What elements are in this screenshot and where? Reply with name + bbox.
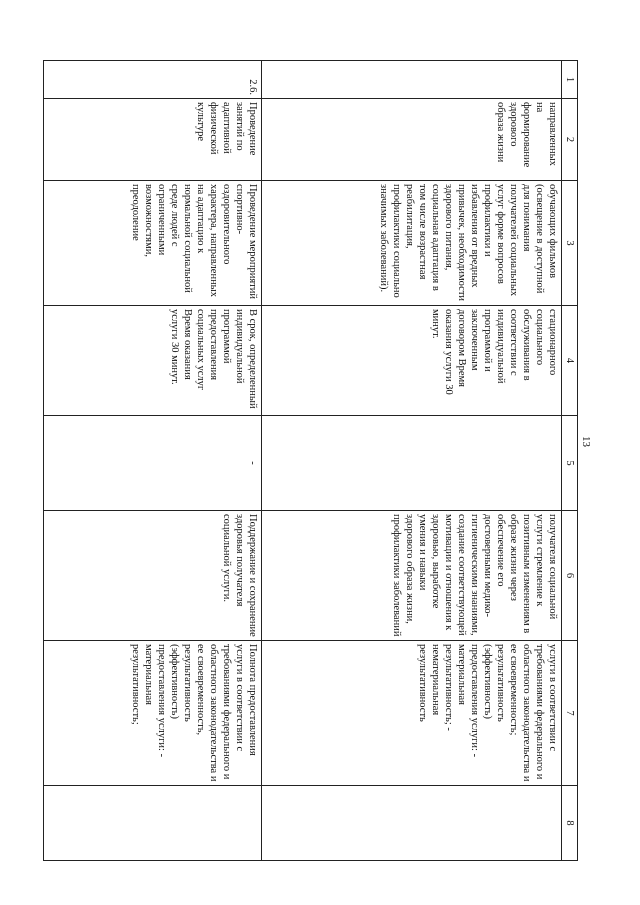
service-cost-cell: - [44,416,262,511]
column-header: 4 [562,306,578,416]
row-number-cell: 2.6. [44,61,262,99]
service-other-cell [262,786,562,861]
service-term-cell: В срок, определенный индивидуальной программой предоставления социальных услуг Время оказания услуги 30 минут. [44,306,262,416]
service-condition-cell: Полнота предоставления услуги в соответствии с требованиями федерального и областного законодательства и ее своевременность, результативность (эффективность) предоставления услуги: - материальная результативность; [44,641,262,786]
services-table [43,60,578,861]
table-row [44,61,262,861]
column-header: 8 [562,786,578,861]
service-indicator-cell: получателя социальной услуги стремление к позитивным изменениям в образе жизни через обеспечение его достоверными медико-гигиеническими знаниями, создание соответствующей мотивации и отношения к здоровью, выработке умения и навыки здорового образа жизни, профилактики заболеваний [262,511,562,641]
row-number-cell [262,61,562,99]
column-number-row [562,61,578,861]
table-row [262,61,562,861]
column-header: 2 [562,99,578,181]
service-indicator-cell: Поддержание и сохранение здоровья получателя социальной услуги. [44,511,262,641]
service-name-cell: направленных на формирование здорового образа жизни [262,99,562,181]
service-description-cell: обучающих фильмов (освещение в доступной для понимания получателей социальных услуг форме вопросов профилактики и избавления от вредных привычек, необходимости здорового питания, социальная адаптация в том числе возрастная реабилитация, профилактики социально значимых заболеваний). [262,181,562,306]
column-header: 5 [562,416,578,511]
service-term-cell: стационарного социального обслуживания в соответствии с индивидуальной программой и заключенным договором Время оказания услуги 30 минут. [262,306,562,416]
service-other-cell [44,786,262,861]
service-name-cell: Проведение занятий по адаптивной физической культуре [44,99,262,181]
column-header: 6 [562,511,578,641]
page-number: 13 [580,436,592,447]
service-cost-cell [262,416,562,511]
service-condition-cell: услуги в соответствии с требованиями федерального и областного законодательства и ее своевременность; результативность (эффективность) предоставления услуги: - материальная результативность; - нематериальная результативность [262,641,562,786]
column-header: 7 [562,641,578,786]
column-header: 3 [562,181,578,306]
column-header: 1 [562,61,578,99]
service-description-cell: Проведение мероприятий спортивно-оздоровительного характера, направленных на адаптацию к нормальной социальной среде людей с ограниченными возможностями, преодоление [44,181,262,306]
